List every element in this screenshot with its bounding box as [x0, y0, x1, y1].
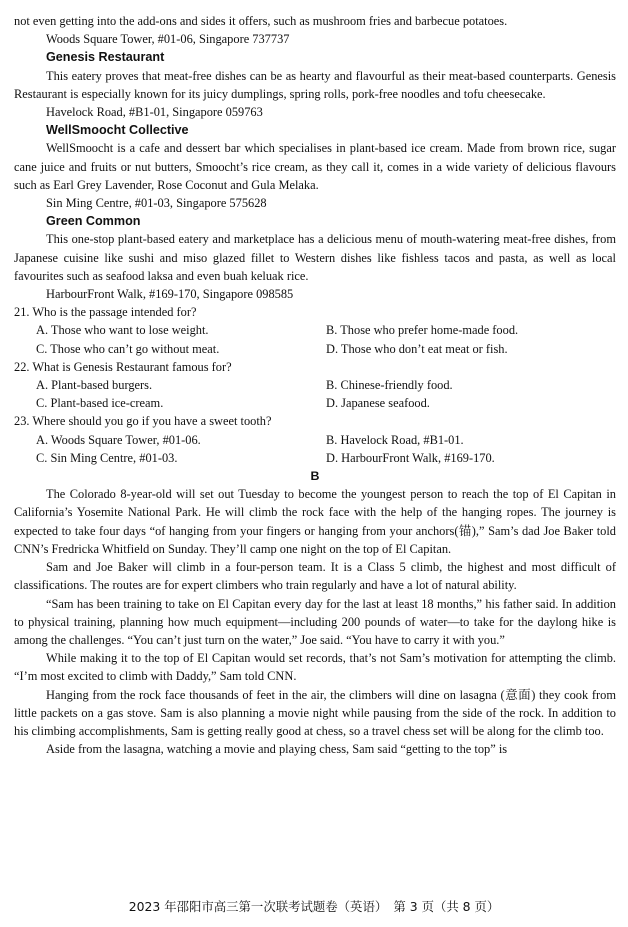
option-b: B. Chinese-friendly food.: [326, 378, 453, 393]
question-23: [14, 412, 616, 467]
restaurant-address: Woods Square Tower, #01-06, Singapore 737737: [46, 32, 290, 47]
passage-b-paragraph: “Sam has been training to take on El Capitan every day for the last at least 18 months,” his father said. In addition to physical training, planning how much equipment—including 200 pounds of water—to take for the daylong hike is among the challenges. “You can’t just turn on the water,” Joe said. “You have to carry it with you.”: [14, 596, 616, 647]
option-c: C. Plant-based ice-cream.: [36, 396, 164, 411]
restaurant-name: Genesis Restaurant: [46, 50, 165, 65]
restaurant-description: This eatery proves that meat-free dishes can be as hearty and flavourful as their meat-based counterparts. Genesis Restaurant is especially known for its juicy dumplings, spring rolls, pork-free noodles and tofu cheesecake.: [14, 68, 616, 101]
restaurant-name: WellSmoocht Collective: [46, 123, 189, 138]
restaurant-description: This one-stop plant-based eatery and marketplace has a delicious menu of mouth-watering meat-free dishes, from Japanese cuisine like sushi and miso glazed fillet to Western dishes like fishless tacos and pasta, as well as local favourites such as seafood laksa and even buah keluak rice.: [14, 232, 616, 283]
section-label: B: [310, 469, 320, 484]
restaurant-description: WellSmoocht is a cafe and dessert bar which specialises in plant-based ice cream. Made from brown rice, sugar cane juice and fruits or nut butters, Smoocht’s rice cream, as they call it, comes in a wide variety of delicious flavours such as Earl Grey Lavender, Rose Coconut and Gula Melaka.: [14, 141, 616, 192]
passage-b-paragraph: Sam and Joe Baker will climb in a four-person team. It is a Class 5 climb, the highest and most difficult of classifications. The routes are for expert climbers who train regularly and have a lot of natural ability.: [14, 560, 616, 593]
passage-a-intro-tail: not even getting into the add-ons and sides it offers, such as mushroom fries and barbecue potatoes.: [14, 14, 508, 28]
question-stem: 23. Where should you go if you have a sweet tooth?: [14, 414, 272, 429]
option-c: C. Sin Ming Centre, #01-03.: [36, 450, 178, 465]
question-stem: 21. Who is the passage intended for?: [14, 305, 197, 320]
restaurant-address: Sin Ming Centre, #01-03, Singapore 575628: [46, 196, 267, 211]
page-footer: 2023 年邵阳市高三第一次联考试题卷（英语） 第 3 页（共 8 页）: [128, 899, 500, 914]
question-21: [14, 303, 616, 358]
passage-b-paragraph: Hanging from the rock face thousands of feet in the air, the climbers will dine on lasagna (意面) they cook from little packets on a gas stove. Sam is also planning a movie night while pausing from the side of the rock. In addition to his climbing accomplishments, Sam is getting really good at chess, so a travel chess set will be along for the climb too.: [14, 687, 616, 738]
option-a: A. Those who want to lose weight.: [36, 323, 209, 338]
option-b: B. Those who prefer home-made food.: [326, 323, 519, 338]
option-b: B. Havelock Road, #B1-01.: [326, 432, 464, 447]
option-d: D. HarbourFront Walk, #169-170.: [326, 450, 495, 465]
exam-page: [14, 12, 616, 758]
option-d: D. Japanese seafood.: [326, 396, 430, 411]
option-a: A. Woods Square Tower, #01-06.: [36, 432, 201, 447]
option-c: C. Those who can’t go without meat.: [36, 341, 220, 356]
passage-b-paragraph: The Colorado 8-year-old will set out Tuesday to become the youngest person to reach the top of El Capitan in California’s Yosemite National Park. He will climb the rock face with the help of the hanging ropes. The journey is expected to take four days “of hanging from your fingers or hanging from your anchors(锚),” Sam’s dad Joe Baker told CNN’s Fredricka Whitfield on Sunday. They’ll camp one night on the top of El Capitan.: [14, 487, 616, 556]
option-d: D. Those who don’t eat meat or fish.: [326, 341, 508, 356]
question-22: [14, 358, 616, 413]
passage-b-paragraph: While making it to the top of El Capitan would set records, that’s not Sam’s motivation for attempting the climb. “I’m most excited to climb with Daddy,” Sam told CNN.: [14, 651, 616, 684]
option-a: A. Plant-based burgers.: [36, 378, 153, 393]
restaurant-address: HarbourFront Walk, #169-170, Singapore 098585: [46, 287, 294, 302]
question-stem: 22. What is Genesis Restaurant famous for?: [14, 359, 232, 374]
restaurant-name: Green Common: [46, 214, 141, 229]
restaurant-address: Havelock Road, #B1-01, Singapore 059763: [46, 105, 263, 120]
passage-b-paragraph: Aside from the lasagna, watching a movie and playing chess, Sam said “getting to the top” is: [46, 742, 508, 757]
